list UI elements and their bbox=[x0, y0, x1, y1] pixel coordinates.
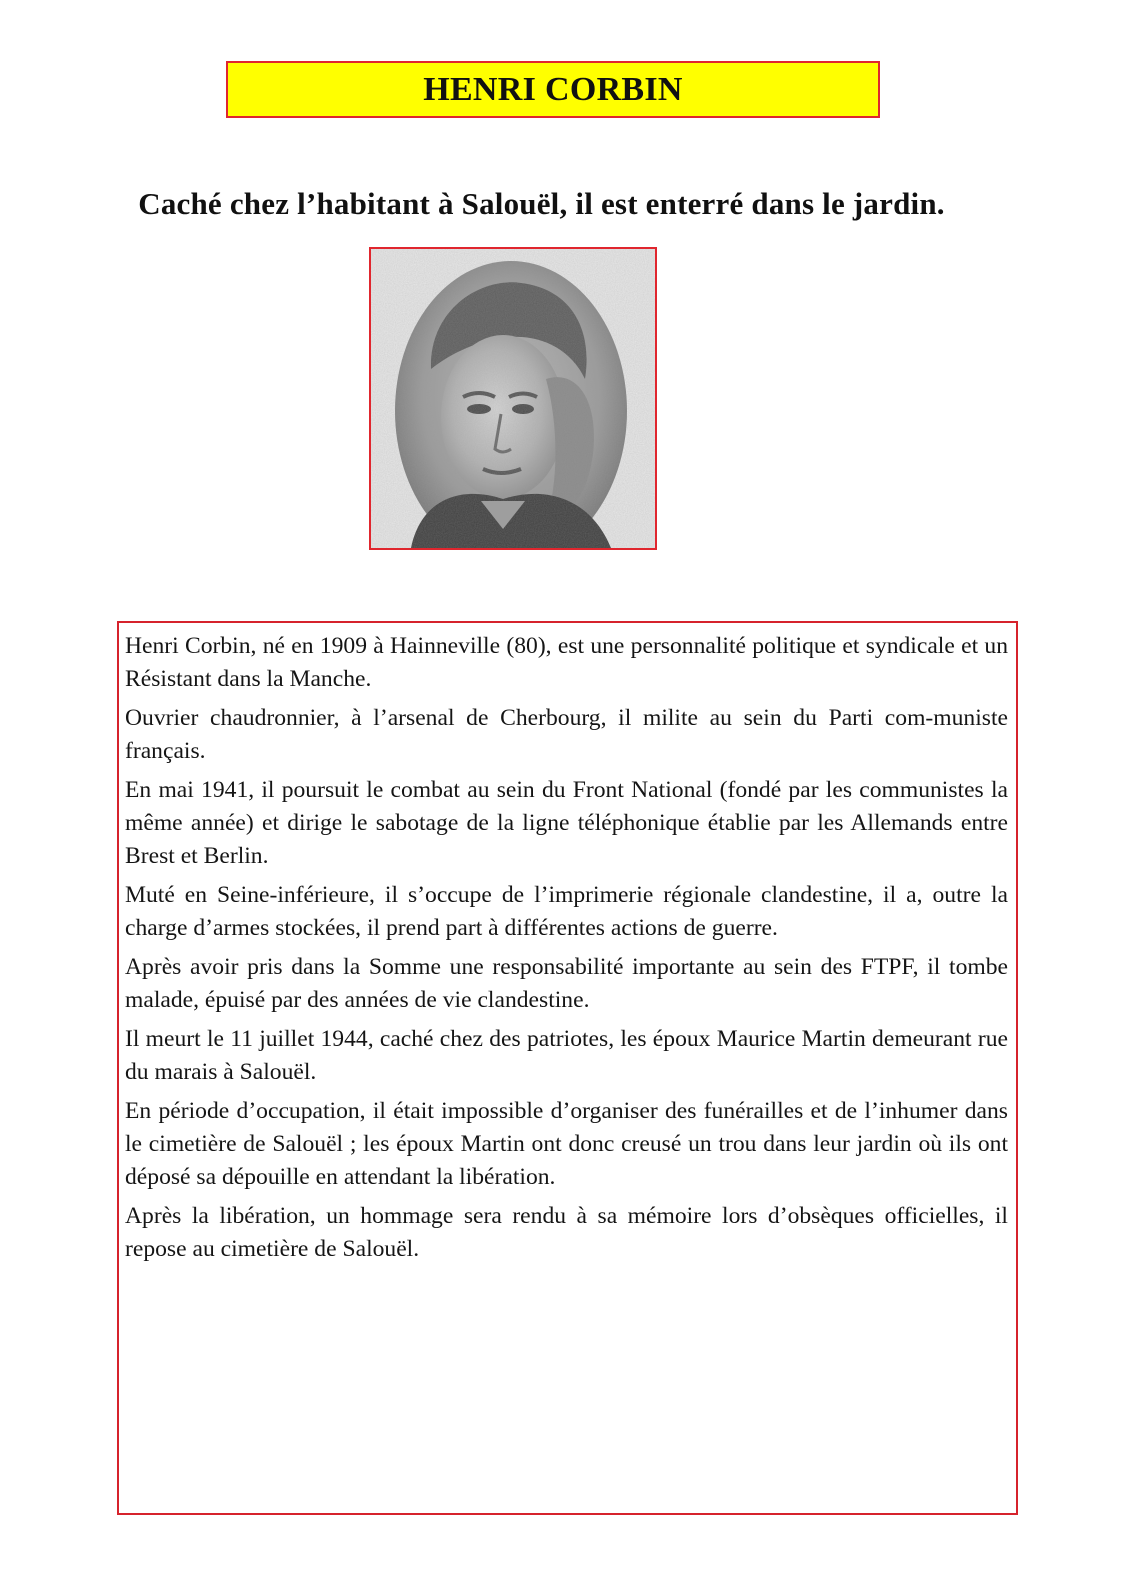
page-subtitle: Caché chez l’habitant à Salouël, il est enterré dans le jardin. bbox=[138, 186, 945, 221]
portrait-photo bbox=[369, 247, 657, 550]
title-banner bbox=[226, 61, 880, 118]
biography-paragraph-8: Après la libération, un hommage sera rendu à sa mémoire lors d’obsèques officielles, il repose au cimetière de Salouël. bbox=[125, 1203, 1008, 1262]
page-title: HENRI CORBIN bbox=[423, 70, 683, 108]
biography-paragraph-7: En période d’occupation, il était impossible d’organiser des funérailles et de l’inhumer dans le cimetière de Salouël ; les époux Martin ont donc creusé un trou dans leur jardin où ils ont déposé sa dépouille en attendant la libération. bbox=[125, 1098, 1008, 1190]
biography-paragraph-3: En mai 1941, il poursuit le combat au sein du Front National (fondé par les communistes la même année) et dirige le sabotage de la ligne téléphonique établie par les Allemands entre Brest et Berlin. bbox=[125, 777, 1008, 869]
biography-paragraph-5: Après avoir pris dans la Somme une responsabilité importante au sein des FTPF, il tombe malade, épuisé par des années de vie clandestine. bbox=[125, 954, 1008, 1013]
biography-box bbox=[117, 621, 1018, 1515]
biography-paragraph-2: Ouvrier chaudronnier, à l’arsenal de Cherbourg, il milite au sein du Parti com-muniste français. bbox=[125, 705, 1008, 764]
portrait-photo-icon bbox=[371, 249, 655, 548]
biography-paragraph-1: Henri Corbin, né en 1909 à Hainneville (80), est une personnalité politique et syndicale et un Résistant dans la Manche. bbox=[125, 633, 1008, 692]
biography-paragraph-4: Muté en Seine-inférieure, il s’occupe de l’imprimerie régionale clandestine, il a, outre la charge d’armes stockées, il prend part à différentes actions de guerre. bbox=[125, 882, 1008, 941]
biography-paragraph-6: Il meurt le 11 juillet 1944, caché chez des patriotes, les époux Maurice Martin demeurant rue du marais à Salouël. bbox=[125, 1026, 1008, 1085]
